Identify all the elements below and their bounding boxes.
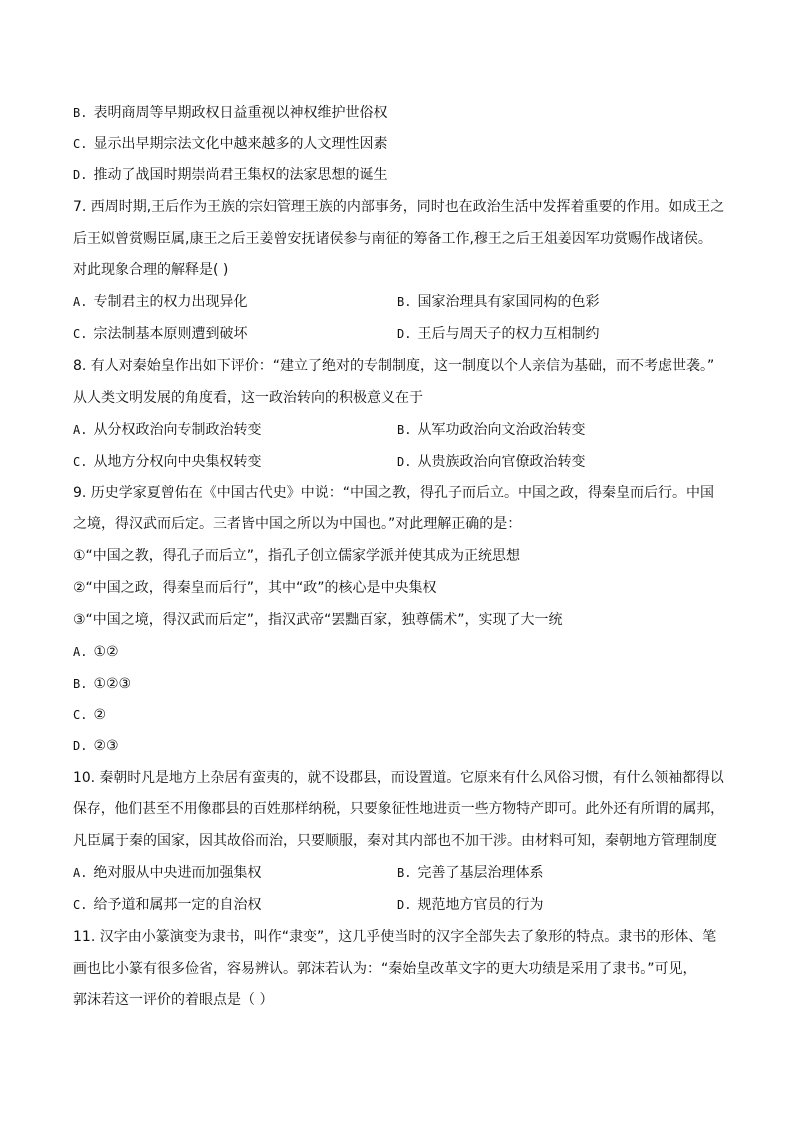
q8-option-a[interactable]: [73, 420, 261, 440]
q7-stem-line-1: 7. 西周时期,王后作为王族的宗妇管理王族的内部事务，同时也在政治生活中发挥着重要的作用。如成王之: [73, 199, 725, 215]
option-letter: C.: [73, 455, 88, 469]
option-letter: B.: [397, 866, 412, 880]
q10-option-b[interactable]: [397, 863, 543, 883]
prev-option-d[interactable]: [73, 165, 387, 185]
option-letter: D.: [397, 327, 412, 341]
option-letter: C.: [73, 137, 88, 151]
q8-option-b[interactable]: [397, 420, 585, 440]
option-letter: B.: [397, 423, 412, 437]
q9-statement-2: ②“中国之政，得秦皇而后行”，其中“政”的核心是中央集权: [73, 580, 437, 596]
option-text: 宗法制基本原则遭到破坏: [93, 326, 248, 342]
option-letter: D.: [397, 898, 412, 912]
q9-option-a[interactable]: [73, 642, 119, 662]
option-text: 从贵族政治向官僚政治转变: [417, 454, 586, 470]
q9-stem-line-1: 9. 历史学家夏曾佑在《中国古代史》中说：“中国之教，得孔子而后立。中国之政，得秦皇而后行。中国: [73, 485, 715, 501]
option-letter: A.: [73, 423, 88, 437]
option-letter: C.: [73, 708, 88, 722]
prev-option-c[interactable]: [73, 134, 387, 154]
q9-option-b[interactable]: [73, 674, 131, 694]
q9-statement-3: ③“中国之境，得汉武而后定”，指汉武帝“罢黜百家，独尊儒术”，实现了大一统: [73, 612, 563, 628]
q10-option-a[interactable]: [73, 863, 261, 883]
q10-stem-line-1: 10. 秦朝时凡是地方上杂居有蛮夷的，就不设郡县，而设置道。它原来有什么风俗习惯，有什么领袖都得以: [73, 770, 724, 786]
q8-stem-line-1: 8. 有人对秦始皇作出如下评价：“建立了绝对的专制制度，这一制度以个人亲信为基础，而不考虑世袭。”: [73, 358, 715, 374]
option-text: 从地方分权向中央集权转变: [93, 454, 262, 470]
q11-stem-line-1: 11. 汉字由小篆演变为隶书，叫作“隶变”，这几乎使当时的汉字全部失去了象形的特点。隶书的形体、笔: [73, 929, 717, 945]
option-text: ②: [93, 707, 107, 723]
option-text: 从军功政治向文治政治转变: [417, 422, 586, 438]
q9-stem-line-2: 之境，得汉武而后定。三者皆中国之所以为中国也。”对此理解正确的是：: [73, 516, 522, 532]
q8-stem-line-2: 从人类文明发展的角度看，这一政治转向的积极意义在于: [73, 390, 423, 406]
q11-stem-line-2: 画也比小篆有很多俭省，容易辨认。郭沫若认为：“秦始皇改革文字的更大功绩是采用了隶书。”可见，: [73, 961, 697, 977]
option-letter: B.: [73, 106, 88, 120]
option-letter: A.: [73, 645, 88, 659]
q8-option-d[interactable]: [397, 452, 585, 472]
option-text: ①②③: [93, 676, 132, 692]
q7-option-d[interactable]: [397, 324, 599, 344]
q10-option-c[interactable]: [73, 895, 261, 915]
option-text: 专制君主的权力出现异化: [93, 294, 248, 310]
q10-stem-line-2: 保存，他们甚至不用像郡县的百姓那样纳税，只要象征性地进贡一些方物特产即可。此外还有所谓的属邦，: [73, 801, 725, 817]
option-text: 绝对服从中央进而加强集权: [93, 865, 262, 881]
q7-option-b[interactable]: [397, 292, 599, 312]
option-letter: D.: [397, 455, 412, 469]
option-letter: B.: [397, 295, 412, 309]
option-letter: A.: [73, 295, 88, 309]
q7-stem-line-3: 对此现象合理的解释是( ): [73, 262, 229, 278]
option-text: 给予道和属邦一定的自治权: [93, 897, 262, 913]
option-letter: D.: [73, 739, 88, 753]
option-text: 国家治理具有家国同构的色彩: [417, 294, 600, 310]
option-letter: C.: [73, 327, 88, 341]
option-text: 规范地方官员的行为: [417, 897, 544, 913]
option-letter: C.: [73, 898, 88, 912]
option-text: ②③: [93, 738, 119, 754]
q7-option-a[interactable]: [73, 292, 247, 312]
option-text: 表明商周等早期政权日益重视以神权维护世俗权: [93, 105, 388, 121]
q7-stem-line-2: 后王姒曾赏赐臣属,康王之后王姜曾安抚诸侯参与南征的筹备工作,穆王之后王俎姜因军功赏赐作战诸侯。: [73, 231, 712, 247]
q11-stem-line-3: 郭沫若这一评价的着眼点是（ ）: [73, 992, 274, 1008]
option-text: 显示出早期宗法文化中越来越多的人文理性因素: [93, 136, 388, 152]
option-text: 推动了战国时期崇尚君王集权的法家思想的诞生: [93, 167, 388, 183]
q10-option-d[interactable]: [397, 895, 543, 915]
option-letter: D.: [73, 168, 88, 182]
q9-statement-1: ①“中国之教，得孔子而后立”，指孔子创立儒家学派并使其成为正统思想: [73, 548, 521, 564]
q9-option-d[interactable]: [73, 736, 119, 756]
q8-option-c[interactable]: [73, 452, 261, 472]
option-text: ①②: [93, 644, 119, 660]
option-text: 从分权政治向专制政治转变: [93, 422, 262, 438]
q9-option-c[interactable]: [73, 705, 106, 725]
prev-option-b[interactable]: [73, 103, 387, 123]
option-text: 王后与周天子的权力互相制约: [417, 326, 600, 342]
option-text: 完善了基层治理体系: [417, 865, 544, 881]
option-letter: A.: [73, 866, 88, 880]
q10-stem-line-3: 凡臣属于秦的国家，因其故俗而治，只要顺服，秦对其内部也不加干涉。由材料可知，秦朝地方管理制度: [73, 833, 717, 849]
q7-option-c[interactable]: [73, 324, 247, 344]
option-letter: B.: [73, 677, 88, 691]
